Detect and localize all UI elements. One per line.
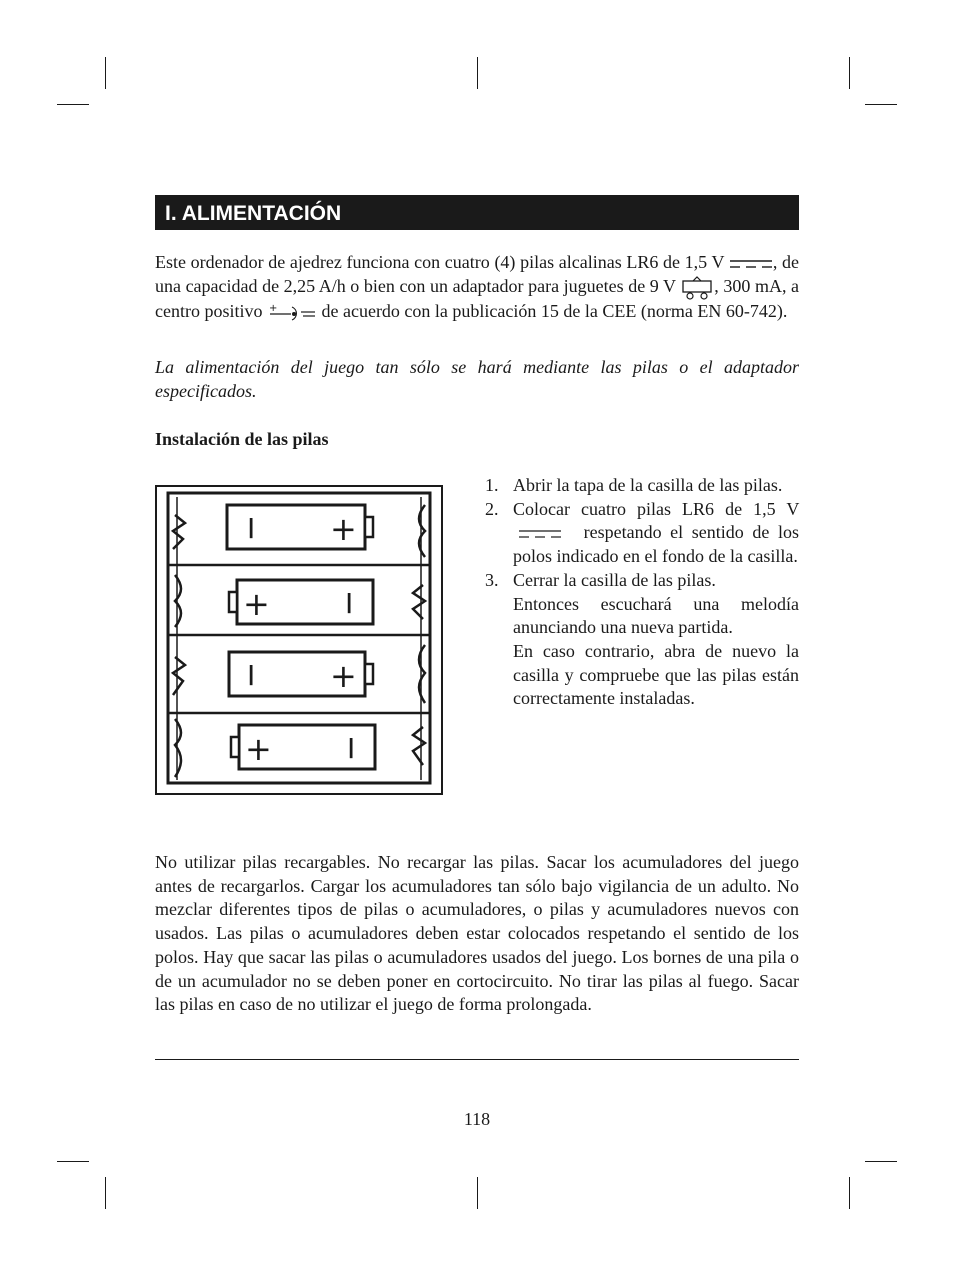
- step-text-part: respetando el sentido de los polos indicado en el fondo de la casilla.: [513, 522, 799, 567]
- crop-mark: [105, 1177, 106, 1209]
- transformer-icon: [680, 276, 714, 300]
- plus-label: +: [245, 730, 272, 768]
- minus-label: I: [247, 659, 256, 692]
- direct-current-icon: [729, 257, 773, 271]
- page-number: 118: [463, 1109, 491, 1129]
- safety-paragraph: No utilizar pilas recargables. No recargar las pilas. Sacar los acumuladores del juego antes de recargarlos. Cargar los acumuladores tan sólo bajo vigilancia de un adulto. No mezclar diferentes tipos de pilas o acumuladores, o pilas y acumuladores nuevos con usados. Las pilas o acumuladores deben estar colocados respetando el sentido de los polos. Hay que sacar las pilas o acumuladores usados del juego. Los bornes de una pila o de un acumulador no se deben poner en cortocircuito. No tirar las pilas al fuego. Sacar las pilas en caso de no utilizar el juego de forma prolongada.: [155, 852, 799, 1015]
- step-number: 3.: [485, 569, 499, 590]
- intro-text: Este ordenador de ajedrez funciona con cuatro (4) pilas alcalinas LR6 de 1,5 V: [155, 252, 725, 272]
- direct-current-icon: [513, 527, 569, 541]
- footer-divider: [155, 1059, 799, 1060]
- intro-text: , 300 mA, a centro positivo: [155, 275, 800, 321]
- crop-mark: [57, 1161, 89, 1162]
- crop-mark: [477, 57, 478, 89]
- installation-steps: [485, 474, 799, 711]
- adapter-warning: La alimentación del juego tan sólo se hará mediante las pilas o el adaptador especificados.: [155, 357, 799, 401]
- step-number: 1.: [485, 475, 499, 495]
- section-title: I. ALIMENTACIÓN: [155, 195, 799, 230]
- list-item: [485, 474, 799, 498]
- crop-mark: [105, 57, 106, 89]
- crop-mark: [865, 1161, 897, 1162]
- step-text: Abrir la tapa de la casilla de las pilas.: [513, 475, 783, 495]
- battery-compartment-figure: [155, 485, 443, 795]
- step-note: En caso contrario, abra de nuevo la casilla y compruebe que las pilas están correctamente instaladas.: [513, 640, 799, 709]
- plus-label: +: [243, 585, 270, 623]
- crop-mark: [849, 1177, 850, 1209]
- plus-label: +: [330, 510, 357, 548]
- list-item: [485, 498, 799, 569]
- intro-text: , de una capacidad de 2,25 A/h o bien con un adaptador para juguetes de 9 V: [155, 252, 800, 296]
- crop-mark: [57, 104, 89, 105]
- intro-text: de acuerdo con la publicación 15 de la CEE (norma EN 60-742).: [321, 300, 788, 321]
- minus-label: I: [345, 587, 354, 620]
- step-text-part: Colocar cuatro pilas LR6 de 1,5 V: [513, 498, 799, 519]
- battery-installation-heading: Instalación de las pilas: [155, 429, 329, 449]
- list-item: [485, 569, 799, 711]
- step-number: 2.: [485, 498, 499, 519]
- crop-mark: [849, 57, 850, 89]
- step-note: Entonces escuchará una melodía anunciando una nueva partida.: [513, 593, 799, 638]
- svg-text:+: +: [268, 303, 278, 315]
- step-text: [513, 498, 799, 569]
- crop-mark: [477, 1177, 478, 1209]
- step-text: Cerrar la casilla de las pilas.: [513, 569, 716, 590]
- minus-label: I: [247, 512, 256, 545]
- minus-label: I: [347, 732, 356, 765]
- plus-label: +: [330, 657, 357, 695]
- intro-paragraph: [155, 251, 799, 323]
- center-positive-icon: [267, 303, 317, 321]
- crop-mark: [865, 104, 897, 105]
